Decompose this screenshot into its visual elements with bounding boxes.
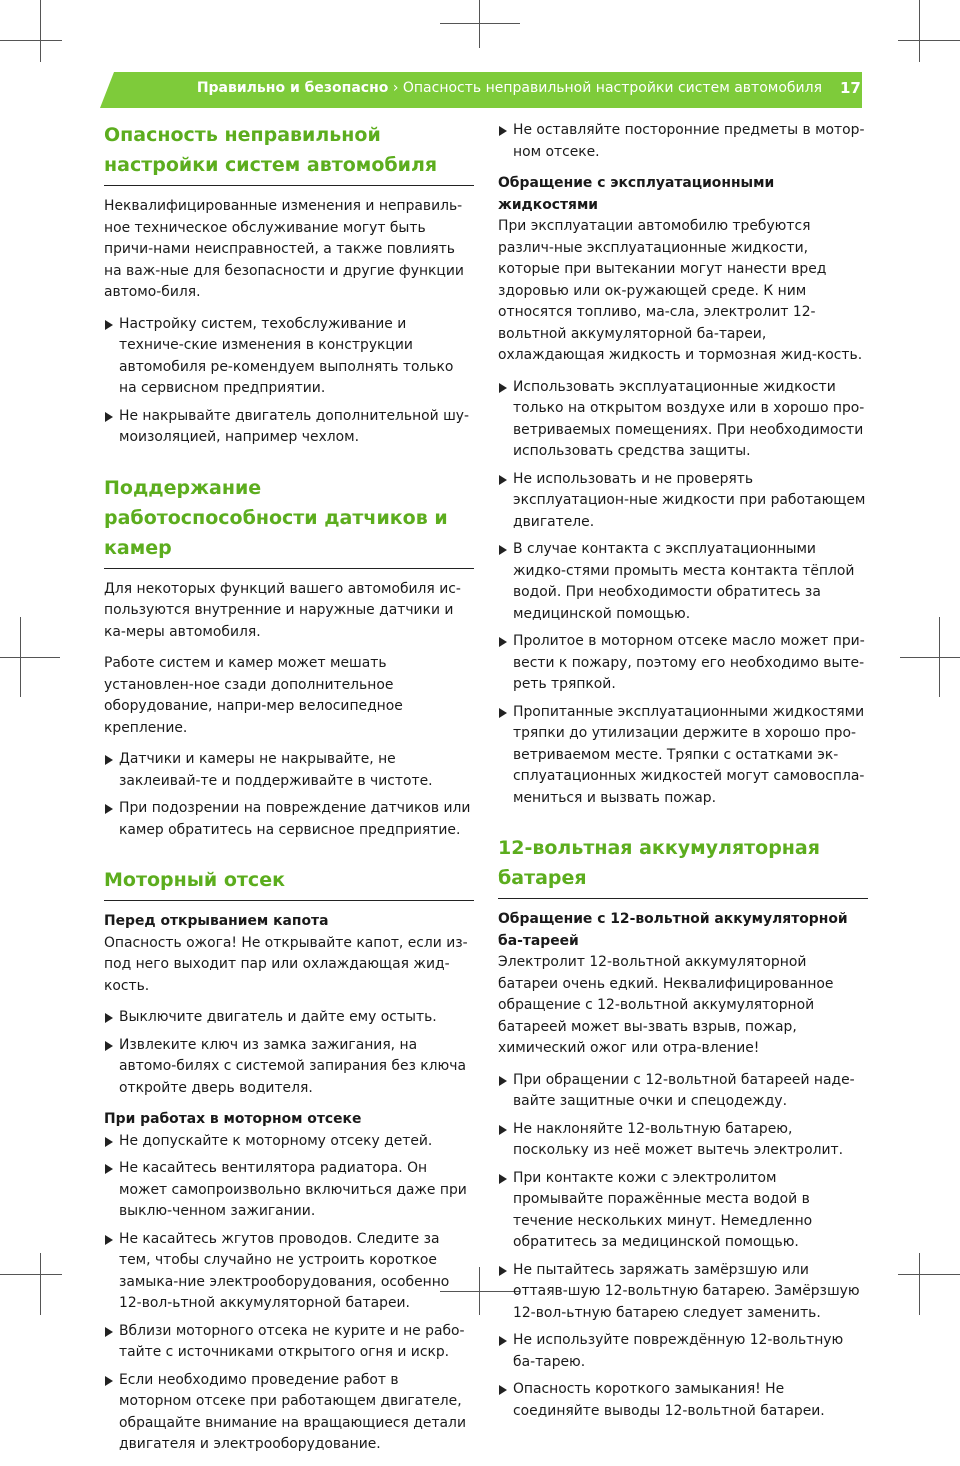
section-title: 12-вольтная аккумуляторная батарея (498, 833, 868, 899)
bullet-list (104, 1131, 474, 1456)
bullet-triangle-icon (499, 126, 507, 136)
list-item-text: Не касайтесь жгутов проводов. Следите за тем, чтобы случайно не устроить короткое замыка-ние электрооборудования, особенно 12-вол-ьтной аккумуляторной батареи. (119, 1230, 450, 1311)
bullet-triangle-icon (499, 383, 507, 393)
list-item (104, 406, 474, 449)
list-item-text: Вблизи моторного отсека не курите и не рабо-тайте с источниками открытого огня и искр. (119, 1322, 465, 1360)
bullet-list (104, 314, 474, 449)
bullet-triangle-icon (105, 1235, 113, 1245)
list-item (104, 1321, 474, 1364)
list-item-text: Не используйте повреждённую 12-вольтную ба-тарею. (513, 1332, 844, 1370)
bullet-triangle-icon (499, 1125, 507, 1135)
bullet-triangle-icon (105, 1137, 113, 1147)
list-item (498, 702, 868, 810)
bullet-triangle-icon (499, 1336, 507, 1346)
list-item-text: Извлеките ключ из замка зажигания, на автомо-билях с системой запирания без ключа откройте дверь водителя. (119, 1036, 466, 1096)
paragraph: Электролит 12-вольтной аккумуляторной батареи очень едкий. Неквалифицированное обращение с 12-вольтной аккумуляторной батареей может вы-звать взрыв, пожар, химический ожог или отра-вление! (498, 954, 834, 1056)
bullet-triangle-icon (105, 804, 113, 814)
bullet-triangle-icon (499, 708, 507, 718)
list-item-text: Не накрывайте двигатель дополнительной шу-моизоляцией, например чехлом. (119, 407, 470, 445)
list-item (104, 1158, 474, 1223)
bullet-triangle-icon (105, 1041, 113, 1051)
list-item (104, 1229, 474, 1315)
section-title: Поддержание работоспособности датчиков и камер (104, 473, 474, 569)
list-item-text: Не пытайтесь заряжать замёрзшую или оттаяв-шую 12-вольтную батарею. Замёрзшую 12-вол-ьтную батарею следует заменить. (513, 1261, 860, 1321)
crop-mark (479, 0, 480, 48)
bullet-triangle-icon (105, 412, 113, 422)
list-item-text: Использовать эксплуатационные жидкости только на открытом воздухе или в хорошо про-ветриваемых помещениях. При необходимости использовать средства защиты. (513, 378, 865, 459)
bullet-list (104, 1007, 474, 1099)
list-item-text: При обращении с 12-вольтной батареей наде-вайте защитные очки и спецодежду. (513, 1071, 855, 1109)
list-item (104, 1131, 474, 1153)
list-item (104, 1370, 474, 1456)
crop-mark (898, 40, 960, 41)
list-item (104, 749, 474, 792)
crop-mark (440, 23, 520, 24)
crop-mark (898, 1274, 960, 1275)
section-title: Опасность неправильной настройки систем автомобиля (104, 120, 474, 186)
bullet-triangle-icon (105, 1376, 113, 1386)
list-item (104, 1007, 474, 1029)
list-item (498, 1119, 868, 1162)
list-item (498, 1379, 868, 1422)
list-item (498, 469, 868, 534)
page-number: 17 (840, 79, 861, 97)
bullet-triangle-icon (105, 1013, 113, 1023)
bullet-triangle-icon (105, 1327, 113, 1337)
list-item-text: Настройку систем, техобслуживание и техниче-ские изменения в конструкции автомобиля ре-комендуем выполнять только на сервисном предприятии. (119, 315, 454, 396)
paragraph: Неквалифицированные изменения и неправиль-ное техническое обслуживание могут быть причи-нами неисправностей, а также повлиять на важ-ные для безопасности и другие функции автомо-биля. (104, 198, 464, 300)
crop-mark (0, 40, 62, 41)
subheading: Обращение с эксплуатационными жидкостями (498, 175, 775, 213)
list-item-text: При контакте кожи с электролитом промывайте поражённые места водой в течение нескольких минут. Немедленно обратитесь за медицинской помощью. (513, 1169, 813, 1250)
list-item-text: При подозрении на повреждение датчиков или камер обратитесь на сервисное предприятие. (119, 800, 471, 838)
list-item-text: Не оставляйте посторонние предметы в мотор-ном отсеке. (513, 122, 865, 160)
bullet-triangle-icon (499, 1266, 507, 1276)
subheading: При работах в моторном отсеке (104, 1111, 362, 1127)
list-item (104, 1035, 474, 1100)
subheading: Обращение с 12-вольтной аккумуляторной ба-тареей (498, 911, 848, 949)
list-item (498, 1070, 868, 1113)
list-item-text: Пропитанные эксплуатационными жидкостями тряпки до утилизации держите в хорошо про-ветриваемом месте. Тряпки с остатками эк-сплуатационных жидкостей могут самовоспла-мениться и вызвать пожар. (513, 703, 865, 806)
list-item-text: Не допускайте к моторному отсеку детей. (119, 1132, 433, 1149)
crop-mark (0, 657, 60, 658)
bullet-list (104, 749, 474, 841)
list-item-text: Если необходимо проведение работ в моторном отсеке при работающем двигателе, обращайте внимание на вращающиеся детали двигателя и электрооборудование. (119, 1371, 466, 1452)
crop-mark (0, 1274, 62, 1275)
bullet-list (498, 1070, 868, 1423)
list-item-text: Датчики и камеры не накрывайте, не заклеивай-те и поддерживайте в чистоте. (119, 751, 433, 789)
list-item (498, 120, 868, 163)
bullet-list (498, 377, 868, 810)
paragraph: При эксплуатации автомобилю требуются различ-ные эксплуатационные жидкости, которые при вытекании могут нанести вред здоровью или ок-ружающей среде. К ним относятся топливо, ма-сла, электролит 12-вольтной аккумуляторной ба-тареи, охлаждающая жидкость и тормозная жид-кость. (498, 218, 863, 363)
list-item-text: Не использовать и не проверять эксплуатацион-ные жидкости при работающем двигателе. (513, 470, 866, 530)
list-item-text: Не касайтесь вентилятора радиатора. Он может самопроизвольно включиться даже при выклю-ченном зажигании. (119, 1160, 467, 1219)
bullet-triangle-icon (105, 1164, 113, 1174)
list-item (498, 631, 868, 696)
bullet-triangle-icon (105, 320, 113, 330)
list-item (104, 314, 474, 400)
subheading: Перед открыванием капота (104, 913, 329, 929)
list-item (104, 798, 474, 841)
crop-mark (919, 0, 920, 62)
crop-mark (40, 1253, 41, 1315)
paragraph: Для некоторых функций вашего автомобиля ис-пользуются внутренние и наружные датчики и ка-меры автомобиля. (104, 580, 461, 640)
crop-mark (40, 0, 41, 62)
breadcrumb (110, 80, 822, 96)
bullet-triangle-icon (499, 475, 507, 485)
breadcrumb-topic[interactable]: Опасность неправильной настройки систем автомобиля (402, 80, 822, 96)
list-item-text: Не наклоняйте 12-вольтную батарею, поскольку из неё может вытечь электролит. (513, 1120, 844, 1158)
list-item-text: Опасность короткого замыкания! Не соединяйте выводы 12-вольтной батареи. (513, 1381, 825, 1419)
right-column (498, 120, 868, 1432)
paragraph: Опасность ожога! Не открывайте капот, если из-под него выходит пар или охлаждающая жид-кость. (104, 934, 468, 994)
bullet-triangle-icon (499, 1076, 507, 1086)
bullet-list (498, 120, 868, 163)
list-item-text: Выключите двигатель и дайте ему остыть. (119, 1009, 437, 1025)
list-item (498, 1168, 868, 1254)
list-item-text: В случае контакта с эксплуатационными жидко-стями промыть места контакта тёплой водой. При необходимости обратитесь за медицинской помощью. (513, 541, 855, 622)
paragraph: Работе систем и камер может мешать установлен-ное сзади дополнительное оборудование, напри-мер велосипедное крепление. (104, 655, 403, 736)
breadcrumb-section[interactable]: Правильно и безопасно (196, 80, 389, 96)
list-item (498, 539, 868, 625)
crop-mark (900, 657, 960, 658)
list-item (498, 377, 868, 463)
bullet-triangle-icon (499, 637, 507, 647)
list-item-text: Пролитое в моторном отсеке масло может при-вести к пожару, поэтому его необходимо выте-реть тряпкой. (513, 633, 865, 692)
bullet-triangle-icon (499, 1174, 507, 1184)
bullet-triangle-icon (499, 1385, 507, 1395)
crop-mark (919, 1253, 920, 1315)
breadcrumb-separator: › (392, 80, 399, 96)
list-item (498, 1330, 868, 1373)
bullet-triangle-icon (499, 545, 507, 555)
section-title: Моторный отсек (104, 865, 474, 901)
left-column (104, 120, 474, 1466)
list-item (498, 1260, 868, 1325)
bullet-triangle-icon (105, 755, 113, 765)
